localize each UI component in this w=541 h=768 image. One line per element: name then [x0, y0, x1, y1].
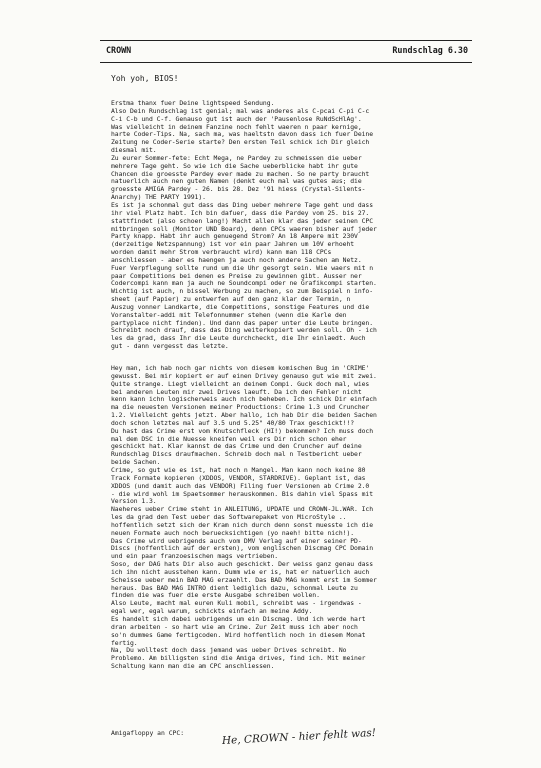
text-line: Version 1.3. [111, 498, 157, 506]
text-line: Fuer Verpflegung sollte rund um die Uhr gesorgt sein. Wie waers mit n [111, 264, 374, 272]
text-line: Du hast das Crime erst vom Knutschfleck (HI!) bekommen? Ich muss doch [111, 427, 374, 435]
text-line: 1.2. Vielleicht gehts jetzt. Aber hallo, ich hab Dir die beiden Sachen [111, 412, 377, 420]
text-line: (derzeitige Netzspannung) ist vor ein paar Jahren um 10V erhoeht [111, 241, 355, 249]
text-line: so'n dummes Game fertigcoden. Wird hoffentlich noch in diesem Monat [111, 631, 366, 639]
text-line: paar Competitions bei denen es Preise zu gewinnen gibt. Ausser ner [111, 272, 362, 280]
header-bottom-rule [100, 62, 472, 63]
text-line: les da grad, dass Ihr die Leute durchcheckt, die Ihr einlaedt. Auch [111, 335, 366, 343]
text-line: groesste AMIGA Pardey - 26. bis 28. Dez '91 hiess (Crystal-Silents- [111, 186, 366, 194]
closing-line: Amigafloppy an CPC: [111, 729, 185, 737]
text-line: harte Coder-Tips. Na, sach ma, was haeltstn davon dass ich fuer Deine [111, 131, 374, 139]
letter-body [111, 100, 471, 671]
text-line: heraus. Das BAD MAG INTRO dient lediglich dazu, schonmal Leute zu [111, 584, 358, 592]
text-line: Es ist ja schonmal gut dass das Ding ueber mehrere Tage geht und dass [111, 201, 374, 209]
text-line: Crime, so gut wie es ist, hat noch n Mangel. Man kann noch keine 80 [111, 466, 366, 474]
text-line: diesmal mit. [111, 147, 157, 155]
text-line: mehrere Tage geht. So wie ich die Sache ueberblicke habt ihr gute [111, 162, 358, 170]
text-line: Problemo. Am billigsten sind die Amiga drives, find ich. Mit meiner [111, 655, 366, 663]
text-line: sheet (auf Papier) zu entwerfen auf den ganz klar der Termin, n [111, 296, 351, 304]
text-line: fertig. [111, 639, 138, 647]
text-line: Zu eurer Sommer-fete: Echt Mega, ne Pardey zu schmeissen die ueber [111, 154, 362, 162]
letter-header [100, 40, 472, 66]
issue-label: Rundschlag 6.30 [392, 45, 468, 55]
text-line: Rundschlag Discs draufmachen. Schreib doch mal n Testbericht ueber [111, 451, 362, 459]
author-name: CROWN [106, 45, 132, 55]
text-line: Also Dein Rundschlag ist genial; mal was anderes als C-pcai C-pi C-c [111, 107, 370, 115]
greeting: Yoh yoh, BIOS! [111, 74, 179, 83]
text-line: Schaltung kann man die am CPC anschliessen. [111, 663, 275, 671]
text-line: egal wer, egal warum, schickts einfach an meine Addy. [111, 608, 313, 616]
text-line: kenn kann ichn logischerweis auch nich beheben. Ich schick Dir einfach [111, 396, 377, 404]
text-line: Anarchy) THE PARTY 1991). [111, 194, 206, 202]
text-line: natuerlich auch nen guten Namen (denkt euch mal was gutes aus; die [111, 178, 362, 186]
text-line: Also Leute, macht mal euren Kuli mobil, schreibt was - irgendwas - [111, 600, 362, 608]
text-line: Voranstalter-addi mit Telefonnummer stehen (wenn die Karle den [111, 311, 347, 319]
text-line: Das Crime wird uebrigends auch vom DMV Verlag auf einer seiner PD- [111, 537, 362, 545]
text-line: Es handelt sich dabei uebrigends um ein Discmag. Und ich werde hart [111, 616, 366, 623]
text-line: beide Sachen. [111, 459, 161, 467]
text-line: worden damit mehr Strom verbraucht wird) kann man 118 CPCs [111, 249, 332, 257]
text-line: XDDOS (und damit auch das VENDOR) Filing fuer Versionen ab Crime 2.0 [111, 482, 370, 490]
text-line: bei anderen Leuten mir zwei Drives laeuft. Da ich den Fehler nicht [111, 388, 362, 396]
text-line: Zeitung ne Coder-Serie starte? Den ersten Teil schick ich Dir gleich [111, 139, 370, 147]
text-line: Wichtig ist auch, n bissel Werbung zu machen, so zum Beispiel n info- [111, 288, 374, 296]
text-line: Soso, der DAG hats Dir also auch geschickt. Der weiss ganz genau dass [111, 561, 374, 569]
text-line: ich ihn nicht ausstehen kann. Dumm wie er is, hat er natuerlich auch [111, 568, 370, 576]
text-line: Chancen die groesste Pardey ever made zu machen. So ne party braucht [111, 170, 370, 178]
text-line: Was vielleicht in deinem Fanzine noch fehlt waeren n paar kernige, [111, 123, 362, 131]
text-line: stattfindet (also schoen lang!) Macht allen klar das jeder seinen CPC [111, 217, 374, 225]
text-line: anschliessen - aber es haengen ja auch noch andere Sachen am Netz. [111, 256, 362, 264]
text-line: hoffentlich setzt sich der Kram nich durch denn sonst muesste ich die [111, 521, 374, 529]
text-line: Erstma thanx fuer Deine lightspeed Sendung. [111, 100, 275, 107]
text-line: - die wird wohl im Spaetsommer herauskommen. Bis dahin viel Spass mit [111, 490, 374, 498]
text-line: Schreibt noch drauf, dass das Ding weiterkopiert werden soll. Oh - ich [111, 327, 377, 335]
text-line: finden die was fuer die erste Ausgabe schreiben wollen. [111, 592, 320, 600]
text-line: mitbringen soll (Monitor UND Board), denn CPCs waeren bisher auf jeder [111, 225, 377, 233]
text-line: ihr viel Platz habt. Ich bin dafuer, dass die Pardey vom 25. bis 27. [111, 209, 370, 217]
text-line: C-i C-b und C-f. Genauso gut ist auch der 'Pausenlose RuNdScHlAg'. [111, 115, 362, 123]
text-line: geschickt hat. Klar kannst de das Crime und den Cruncher auf deine [111, 443, 362, 451]
text-line: mal dem DSC in die Nuesse kneifen weil ers Dir nich schon eher [111, 435, 347, 443]
text-line: Auszug vonner Landkarte, die Competitions, sonstige Features und die [111, 303, 370, 311]
text-line: les da grad den Test ueber das Softwarepaket von MicroStyle .. [111, 514, 347, 522]
text-line: doch schon letztes mal auf 3.5 und 5.25" 40/80 Trax geschickt!!? [111, 419, 355, 427]
text-line: partyplace nicht finden). Und dann das paper unter die Leute bringen. [111, 319, 374, 327]
text-line: Discs (hoffentlich auf der ersten), vom englischen Discmag CPC Domain [111, 545, 374, 553]
handwritten-note: He, CROWN - hier fehlt was! [221, 726, 377, 747]
text-line: Hey man, ich hab noch gar nichts von diesem komischen Bug im 'CRIME' [111, 365, 370, 372]
text-line: gut - dann vergesst das letzte. [111, 343, 229, 351]
text-line: Quite strange. Liegt vielleicht an deinem Compi. Guck doch mal, wies [111, 380, 370, 388]
text-line: Naeheres ueber Crime steht in ANLEITUNG, UPDATE und CROWN-JL.WAR. Ich [111, 506, 374, 514]
text-line: Scheisse ueber mein BAD MAG erzaehlt. Das BAD MAG kommt erst im Sommer [111, 576, 377, 584]
paragraph-gap [111, 351, 471, 365]
text-line: ma die neuesten Versionen meiner Productions: Crime 1.3 und Cruncher [111, 404, 370, 412]
header-top-rule [100, 40, 472, 41]
text-line: gewusst. Bei mir kopiert er auf einen Drivey genauso gut wie mit zwei. [111, 372, 377, 380]
text-line: Na, Du wolltest doch dass jemand was ueber Drives schreibt. No [111, 647, 347, 655]
text-line: dran arbeiten - so hart wie am Crime. Zur Zeit muss ich aber noch [111, 623, 358, 631]
text-line: Codercompi kann man ja auch ne Soundcompi oder ne Grafikcompi starten. [111, 280, 377, 288]
text-line: und ein paar franzoesischen mags vertrieben. [111, 553, 279, 561]
text-line: Track Formate kopieren (XDDOS, VENDOR, STARDRIVE). Geplant ist, das [111, 474, 366, 482]
text-line: Party knapp. Habt ihr auch genuegend Strom? An 18 Ampere mit 230V [111, 233, 358, 241]
text-line: neuen Formate auch noch beruecksichtigen (yo naeh! bitte nich!). [111, 529, 355, 537]
